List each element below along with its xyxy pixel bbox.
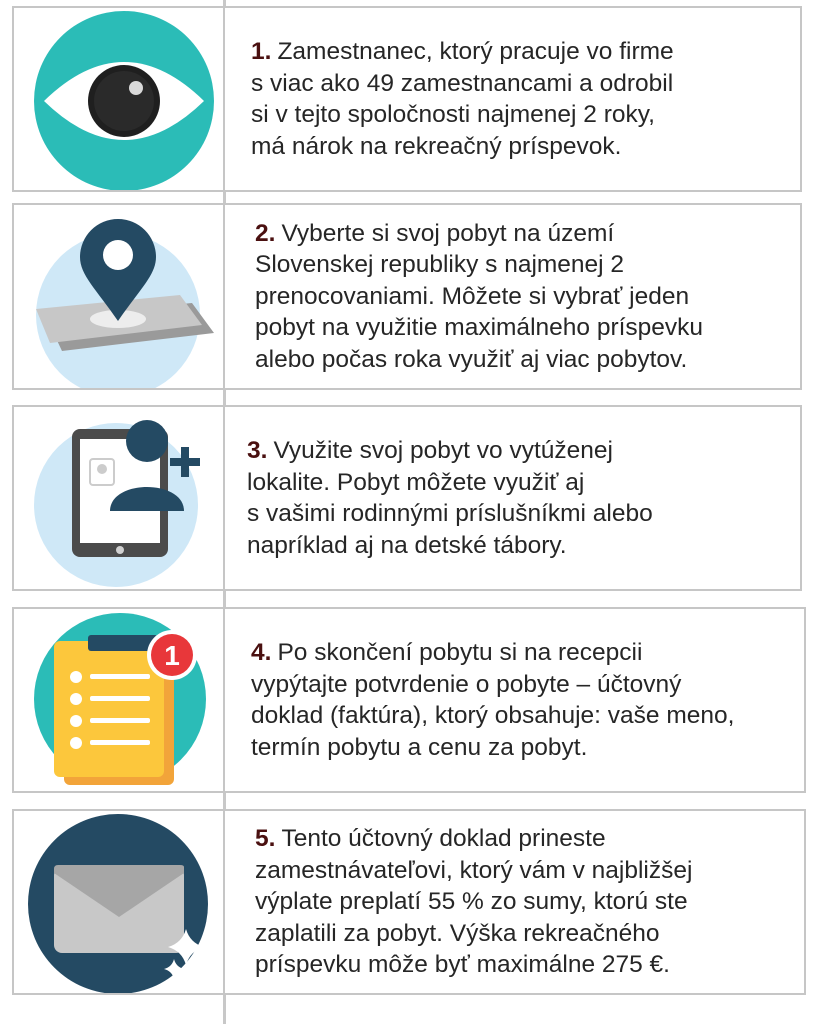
eye-icon	[14, 8, 225, 190]
step-number-1: 1.	[251, 38, 272, 65]
step-row-4	[12, 607, 806, 793]
step-row-5	[12, 809, 806, 995]
step-text-2	[255, 218, 703, 376]
text-cell-2	[225, 205, 800, 388]
step-description-4: Po skončení pobytu si na recepcii vypýtajte potvrdenie o pobyte – účtovný doklad (faktúra), ktorý obsahuje: vaše meno, termín pobytu a cenu za pobyt.	[251, 639, 735, 761]
step-text-3	[247, 435, 653, 561]
icon-cell-1	[14, 8, 225, 190]
notification-badge: 1	[164, 640, 180, 671]
step-row-3	[12, 405, 802, 591]
text-cell-4	[225, 609, 804, 791]
text-cell-1	[225, 8, 800, 190]
text-cell-5	[225, 811, 804, 993]
icon-cell-3	[14, 407, 225, 589]
step-text-4	[251, 637, 734, 763]
add-person-tablet-icon	[14, 407, 225, 589]
text-cell-3	[225, 407, 800, 589]
envelope-icon	[14, 811, 225, 993]
step-description-2: Vyberte si svoj pobyt na území Slovenskej republiky s najmenej 2 prenocovaniami. Môžete si vybrať jeden pobyt na využitie maximálneho príspevku alebo počas roka využiť aj viac pobytov.	[255, 219, 704, 373]
step-number-3: 3.	[247, 437, 268, 464]
step-number-2: 2.	[255, 219, 276, 247]
icon-cell-4	[14, 609, 225, 791]
step-number-5: 5.	[255, 825, 276, 853]
icon-cell-2	[14, 205, 225, 388]
step-description-5: Tento účtovný doklad prineste zamestnávateľovi, ktorý vám v najbližšej výplate preplatí 55 % zo sumy, ktorú ste zaplatili za pobyt. Výška rekreačného príspevku môže byť maximálne 275 €.	[255, 825, 693, 979]
step-description-1: Zamestnanec, ktorý pracuje vo firme s viac ako 49 zamestnancami a odrobil si v tejto spoločnosti najmenej 2 roky, má nárok na rekreačný príspevok.	[251, 38, 674, 160]
step-description-3: Využite svoj pobyt vo vytúženej lokalite. Pobyt môžete využiť aj s vašimi rodinnými príslušníkmi alebo napríklad aj na detské tábory.	[247, 437, 653, 559]
step-row-2	[12, 203, 802, 390]
clipboard-notification-icon	[14, 609, 225, 791]
step-row-1	[12, 6, 802, 192]
step-text-5	[255, 823, 692, 981]
step-number-4: 4.	[251, 639, 272, 666]
icon-cell-5	[14, 811, 225, 993]
step-text-1	[251, 36, 674, 162]
location-pin-icon	[14, 205, 225, 388]
